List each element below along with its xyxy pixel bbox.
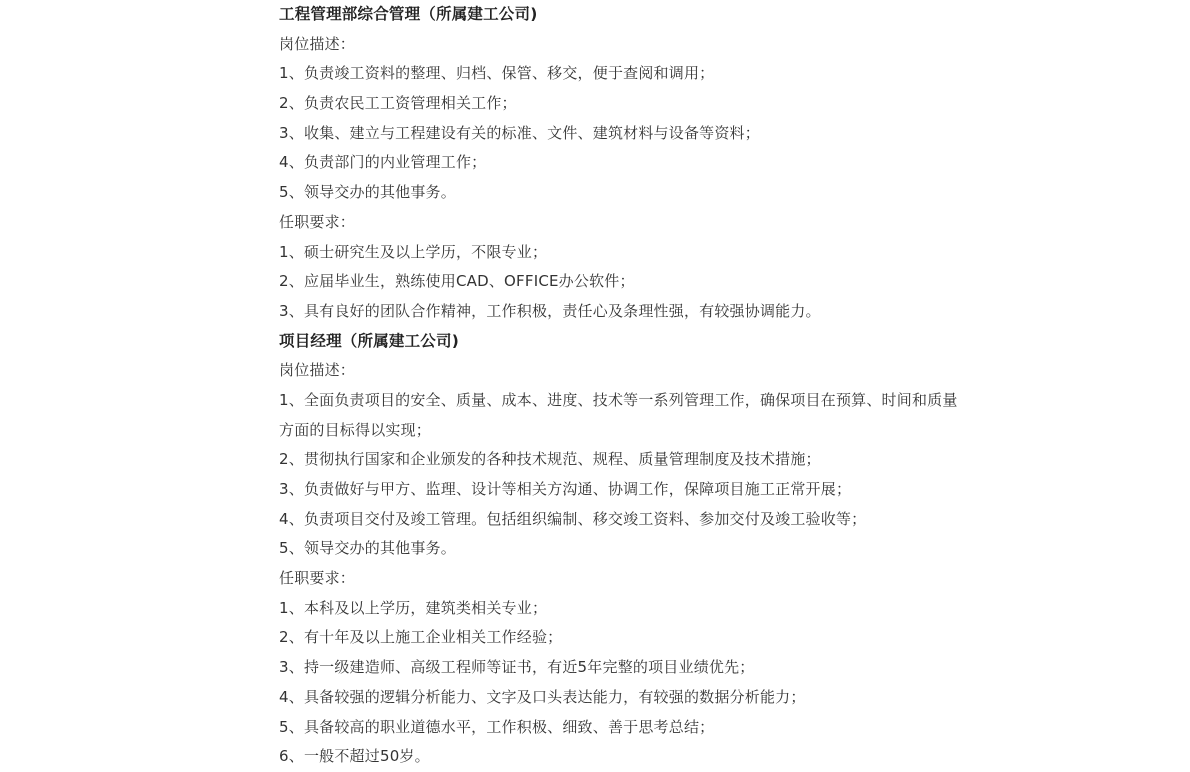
req-item: 3、持一级建造师、高级工程师等证书，有近5年完整的项目业绩优先； bbox=[279, 658, 755, 677]
req-item: 4、具备较强的逻辑分析能力、文字及口头表达能力，有较强的数据分析能力； bbox=[279, 687, 806, 706]
section-title: 项目经理（所属建工公司) bbox=[279, 331, 459, 350]
section-title: 工程管理部综合管理（所属建工公司) bbox=[279, 5, 538, 23]
desc-item: 2、贯彻执行国家和企业颁发的各种技术规范、规程、质量管理制度及技术措施； bbox=[279, 450, 821, 469]
req-item: 2、有十年及以上施工企业相关工作经验； bbox=[279, 628, 563, 647]
req-item: 5、具备较高的职业道德水平，工作积极、细致、善于思考总结； bbox=[279, 717, 715, 736]
req-label: 任职要求： bbox=[279, 212, 356, 231]
req-label: 任职要求： bbox=[279, 569, 356, 588]
job-posting-article bbox=[279, 0, 969, 772]
req-item: 6、一般不超过50岁。 bbox=[279, 747, 430, 766]
req-item: 3、具有良好的团队合作精神，工作积极，责任心及条理性强，有较强协调能力。 bbox=[279, 301, 821, 320]
desc-item: 1、负责竣工资料的整理、归档、保管、移交，便于查阅和调用； bbox=[279, 64, 715, 83]
req-item: 1、本科及以上学历，建筑类相关专业； bbox=[279, 598, 548, 617]
desc-item: 2、负责农民工工资管理相关工作； bbox=[279, 94, 517, 113]
desc-item: 3、收集、建立与工程建设有关的标准、文件、建筑材料与设备等资料； bbox=[279, 123, 760, 142]
desc-label: 岗位描述： bbox=[279, 34, 356, 53]
desc-item: 5、领导交办的其他事务。 bbox=[279, 539, 456, 558]
desc-label: 岗位描述： bbox=[279, 361, 356, 380]
desc-item: 3、负责做好与甲方、监理、设计等相关方沟通、协调工作，保障项目施工正常开展； bbox=[279, 480, 852, 499]
job-section-2 bbox=[279, 327, 969, 772]
req-item: 1、硕士研究生及以上学历，不限专业； bbox=[279, 242, 548, 261]
desc-item: 1、全面负责项目的安全、质量、成本、进度、技术等一系列管理工作，确保项目在预算、时间和质量方面的目标得以实现； bbox=[279, 390, 958, 439]
req-item: 2、应届毕业生，熟练使用CAD、OFFICE办公软件； bbox=[279, 272, 635, 291]
desc-item: 4、负责部门的内业管理工作； bbox=[279, 153, 487, 172]
desc-item: 4、负责项目交付及竣工管理。包括组织编制、移交竣工资料、参加交付及竣工验收等； bbox=[279, 509, 867, 528]
job-section-1 bbox=[279, 0, 969, 327]
desc-item: 5、领导交办的其他事务。 bbox=[279, 183, 456, 202]
